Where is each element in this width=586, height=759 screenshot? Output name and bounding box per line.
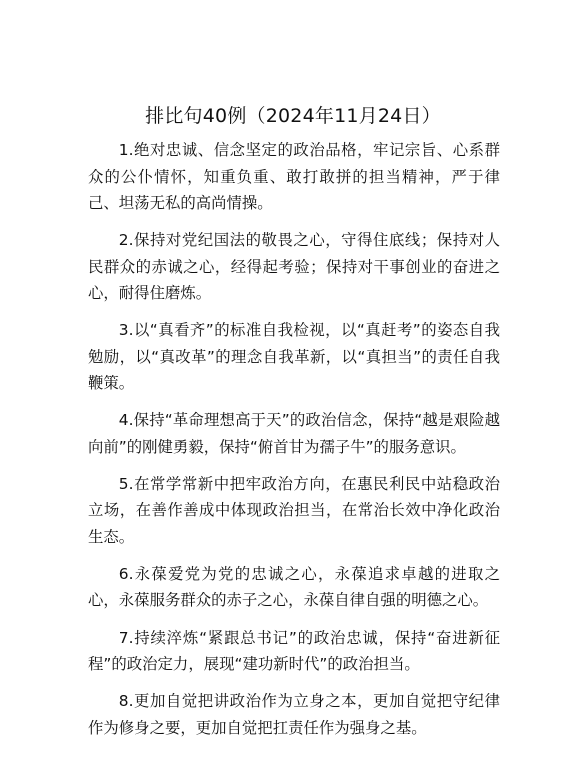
list-item: 4.保持“革命理想高于天”的政治信念，保持“越是艰险越向前”的刚健勇毅，保持“俯首甘为孺子牛”的服务意识。 [88, 411, 500, 456]
list-item: 2.保持对党纪国法的敬畏之心，守得住底线；保持对人民群众的赤诚之心，经得起考验；保持对干事创业的奋进之心，耐得住磨炼。 [88, 231, 500, 303]
item-list [88, 137, 500, 752]
list-item: 1.绝对忠诚、信念坚定的政治品格，牢记宗旨、心系群众的公仆情怀，知重负重、敢打敢拼的担当精神，严于律己、坦荡无私的高尚情操。 [88, 141, 500, 212]
list-item: 3.以“真看齐”的标准自我检视，以“真赶考”的姿态自我勉励，以“真改革”的理念自我革新，以“真担当”的责任自我鞭策。 [88, 321, 500, 393]
list-item: 7.持续淬炼“紧跟总书记”的政治忠诚，保持“奋进新征程”的政治定力，展现“建功新时代”的政治担当。 [88, 628, 500, 674]
list-item: 8.更加自觉把讲政治作为立身之本，更加自觉把守纪律作为修身之要，更加自觉把扛责任作为强身之基。 [88, 692, 500, 737]
list-item: 6.永葆爱党为党的忠诚之心，永葆追求卓越的进取之心，永葆服务群众的赤子之心，永葆自律自强的明德之心。 [88, 564, 500, 610]
document-title: 排比句40例（2024年11月24日） [145, 105, 441, 127]
list-item: 5.在常学常新中把牢政治方向，在惠民利民中站稳政治立场，在善作善成中体现政治担当，在常治长效中净化政治生态。 [88, 474, 500, 546]
